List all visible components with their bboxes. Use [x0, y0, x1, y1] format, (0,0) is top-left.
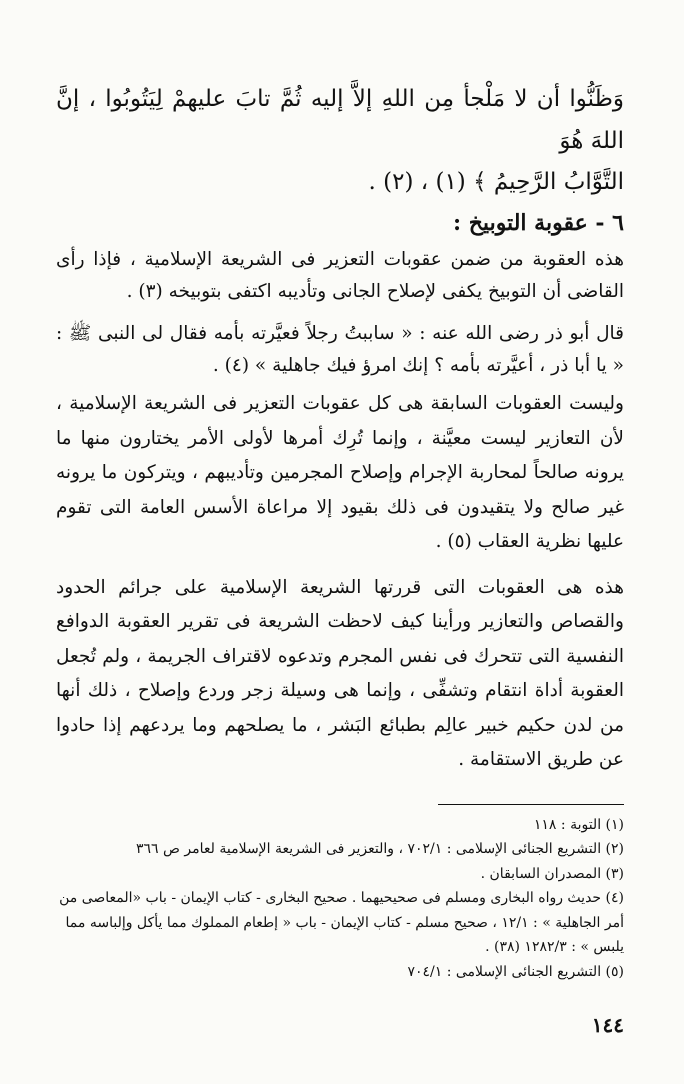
page-number: ١٤٤: [591, 1013, 624, 1037]
quran-verse: [56, 78, 624, 202]
footnotes: [56, 813, 624, 985]
verse-line-1: وَظَنُّوا أن لا مَلْجأ مِن اللهِ إلاَّ إليه ثُمَّ تابَ عليهمْ لِيَتُوبُوا ، إنَّ اللهَ هُوَ: [56, 86, 624, 154]
verse-line-2: التَّوَّابُ الرَّحِيمُ ﴾ (١) ، (٢) .: [368, 169, 624, 195]
paragraph-4: هذه هى العقوبات التى قررتها الشريعة الإسلامية على جرائم الحدود والقصاص والتعازير ورأينا كيف لاحظت الشريعة فى تقرير العقوبة الدوافع النفسية التى تتحرك فى نفس المجرم وتدعوه لاقتراف الجريمة ، ولم تُجعل العقوبة أداة انتقام وتشفِّى ، وإنما هى وسيلة زجر وردع وإصلاح ، ذلك أنها من لدن حكيم خبير عالِم بطبائع البَشر ، ما يصلحهم وما يردعهم إذا حادوا عن طريق الاستقامة .: [56, 576, 624, 770]
paragraph-2: قال أبو ذر رضى الله عنه : « ساببتُ رجلاً فعيَّرته بأمه فقال لى النبى ﷺ : « يا أبا ذر ، أعيَّرته بأمه ؟ إنك امرؤ فيك جاهلية » (٤) .: [56, 323, 624, 376]
footnote: (٢) التشريع الجنائى الإسلامى : ٧٠٢/١ ، والتعزير فى الشريعة الإسلامية لعامر ص ٣٦٦: [136, 841, 624, 857]
section-heading: ٦ - عقوبة التوبيخ :: [452, 210, 624, 236]
footnote: (٤) حديث رواه البخارى ومسلم فى صحيحيهما . صحيح البخارى - كتاب الإيمان - باب «المعاصى من أمر الجاهلية » : ١٢/١ ، صحيح مسلم - كتاب الإيمان - باب « إطعام المملوك مما يأكل وإلباسه مما يلبس » : ١٢٨٢/٣ (٣٨) .: [59, 890, 624, 955]
footnote: (١) التوبة : ١١٨: [533, 816, 624, 833]
paragraph-3: وليست العقوبات السابقة هى كل عقوبات التعزير فى الشريعة الإسلامية ، لأن التعازير ليست معيَّنة ، وإنما تُرِك أمرها لأولى الأمر يختارون منها ما يرونه صالحاً لمحاربة الإجرام وإصلاح المجرمين وتأديبهم ، ويتركون ما يرونه غير صالح ولا يتقيدون فى ذلك بقيود إلا مراعاة الأسس العامة التى تقوم عليها نظرية العقاب (٥) .: [56, 393, 624, 552]
footnote: (٣) المصدران السابقان .: [480, 865, 624, 882]
paragraph-1: هذه العقوبة من ضمن عقوبات التعزير فى الشريعة الإسلامية ، فإذا رأى القاضى أن التوبيخ يكفى لإصلاح الجانى وتأديبه اكتفى بتوبيخه (٣) .: [56, 249, 624, 302]
footnote-separator: [438, 804, 624, 805]
footnote: (٥) التشريع الجنائى الإسلامى : ٧٠٤/١: [407, 963, 624, 980]
